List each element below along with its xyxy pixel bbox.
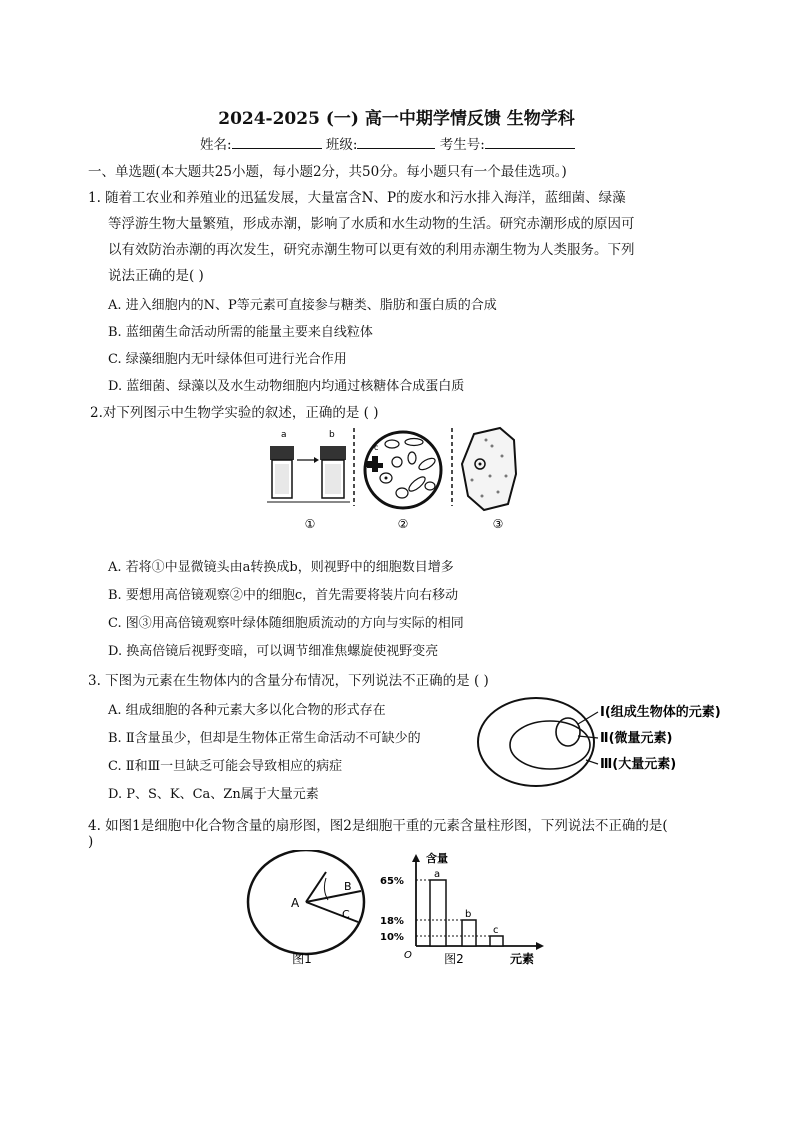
lens-b-label: b xyxy=(329,430,335,440)
name-label: 姓名: xyxy=(200,137,232,153)
q2-option-d[interactable]: D. 换高倍镜后视野变暗，可以调节细准焦螺旋使视野变亮 xyxy=(108,644,439,659)
fig1-pie-chart xyxy=(248,850,364,954)
student-info-line xyxy=(200,133,575,153)
q4-stem: 4. 如图1是细胞中化合物含量的扇形图，图2是细胞干重的元素含量柱形图，下列说法不正确的是( xyxy=(88,818,668,834)
pie-label-B: B xyxy=(344,880,352,893)
bar-label-a: a xyxy=(434,869,441,880)
q1-stem-line: 说法正确的是( ) xyxy=(108,268,204,284)
q2-option-c[interactable]: C. 图③用高倍镜观察叶绿体随细胞质流动的方向与实际的相同 xyxy=(108,616,464,631)
fig1-label: ① xyxy=(304,517,316,531)
bar-label-c: c xyxy=(493,925,499,936)
pie-label-C: C xyxy=(342,908,350,921)
lens-a-label: a xyxy=(281,430,287,440)
q1-stem-line: 1. 随着工农业和养殖业的迅猛发展，大量富含N、P的废水和污水排入海洋，蓝细菌、绿藻 xyxy=(88,190,626,206)
label-III: Ⅲ(大量元素) xyxy=(600,757,677,772)
q3-option-b[interactable]: B. Ⅱ含量虽少，但却是生物体正常生命活动不可缺少的 xyxy=(108,731,421,746)
q3-option-c[interactable]: C. Ⅱ和Ⅲ一旦缺乏可能会导致相应的病症 xyxy=(108,759,343,774)
page-title: 2024-2025 (一) 高一中期学情反馈 生物学科 xyxy=(218,109,575,129)
fig2-label: ② xyxy=(397,517,409,531)
q2-option-b[interactable]: B. 要想用高倍镜观察②中的细胞c，首先需要将装片向右移动 xyxy=(108,588,459,603)
q1-stem-line: 以有效防治赤潮的再次发生，研究赤潮生物可以更有效的利用赤潮生物为人类服务。下列 xyxy=(108,242,635,258)
q2-option-a[interactable]: A. 若将①中显微镜头由a转换成b，则视野中的细胞数目增多 xyxy=(108,560,454,575)
label-II: Ⅱ(微量元素) xyxy=(600,731,673,746)
name-blank[interactable] xyxy=(232,136,322,149)
q3-option-a[interactable]: A. 组成细胞的各种元素大多以化合物的形式存在 xyxy=(108,703,386,718)
fig3-label: ③ xyxy=(492,517,504,531)
q1-option-a[interactable]: A. 进入细胞内的N、P等元素可直接参与糖类、脂肪和蛋白质的合成 xyxy=(108,298,497,313)
q1-stem-line: 等浮游生物大量繁殖，形成赤潮，影响了水质和水生动物的生活。研究赤潮形成的原因可 xyxy=(108,216,635,232)
objective-lens-b-icon xyxy=(320,446,346,498)
exam-no-blank[interactable] xyxy=(485,136,575,149)
class-label: 班级: xyxy=(325,137,358,153)
fig2-ylabel: 含量 xyxy=(426,852,448,865)
class-blank[interactable] xyxy=(357,136,435,149)
q1-option-b[interactable]: B. 蓝细菌生命活动所需的能量主要来自线粒体 xyxy=(108,325,373,340)
q3-element-diagram xyxy=(474,694,764,794)
q4-stem-close: ) xyxy=(88,834,94,850)
fig2-bar-chart xyxy=(412,854,544,950)
fig2-origin: O xyxy=(404,950,412,961)
tick-65: 65% xyxy=(380,876,404,887)
objective-lens-a-icon xyxy=(270,446,294,498)
bar-label-b: b xyxy=(465,909,472,920)
set-III-ellipse xyxy=(510,721,590,769)
plant-cell-icon xyxy=(462,428,516,510)
q1-option-d[interactable]: D. 蓝细菌、绿藻以及水生动物细胞内均通过核糖体合成蛋白质 xyxy=(108,379,465,394)
q3-stem: 3. 下图为元素在生物体内的含量分布情况，下列说法不正确的是 ( ) xyxy=(88,673,489,689)
pie-label-A: A xyxy=(291,896,300,910)
section-header: 一、单选题(本大题共25小题，每小题2分，共50分。每小题只有一个最佳选项。) xyxy=(88,164,567,180)
tick-10: 10% xyxy=(380,932,404,943)
q2-figure xyxy=(262,426,522,534)
q3-option-d[interactable]: D. P、S、K、Ca、Zn属于大量元素 xyxy=(108,787,319,802)
fig1-caption: 图1 xyxy=(292,952,312,966)
fig2-caption: 图2 xyxy=(444,952,464,966)
tick-18: 18% xyxy=(380,916,404,927)
set-II-ellipse xyxy=(556,718,580,746)
q1-option-c[interactable]: C. 绿藻细胞内无叶绿体但可进行光合作用 xyxy=(108,352,347,367)
cell-c-label: c xyxy=(374,443,379,452)
exam-no-label: 考生号: xyxy=(439,137,485,153)
q4-figures xyxy=(240,850,560,970)
label-I: Ⅰ(组成生物体的元素) xyxy=(600,705,721,720)
q2-stem: 2.对下列图示中生物学实验的叙述，正确的是 ( ) xyxy=(90,405,379,421)
fig2-xlabel: 元素 xyxy=(510,952,535,966)
